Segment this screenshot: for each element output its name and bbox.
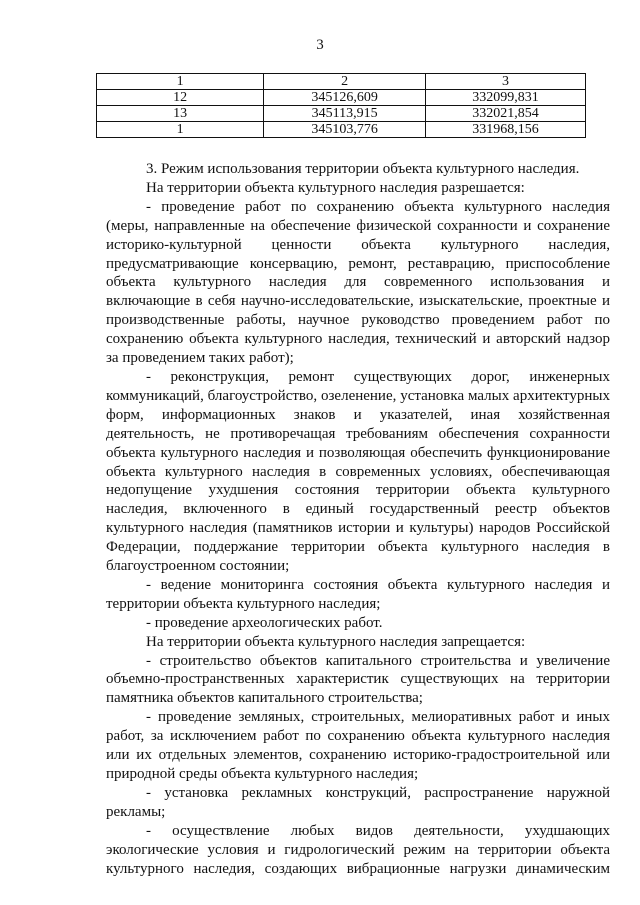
list-item-prohibited: - строительство объектов капитального строительства и увеличение объемно-пространственных характеристик существующих на территории памятника объектов капитального строительства; bbox=[106, 652, 610, 707]
table-cell-x: 345103,776 bbox=[264, 122, 426, 138]
table-cell-x: 345126,609 bbox=[264, 90, 426, 106]
section-heading: 3. Режим использования территории объекта культурного наследия. bbox=[146, 161, 580, 177]
list-item-allowed: - проведение археологических работ. bbox=[146, 614, 383, 631]
paragraph-allowed-intro: На территории объекта культурного наследия разрешается: bbox=[146, 179, 525, 196]
table-row bbox=[97, 106, 586, 122]
list-item-prohibited: - установка рекламных конструкций, распространение наружной рекламы; bbox=[106, 784, 610, 820]
table-cell-y: 332021,854 bbox=[426, 106, 586, 122]
body-text bbox=[106, 160, 610, 878]
list-item-allowed: - проведение работ по сохранению объекта культурного наследия (меры, направленные на обеспечение физической сохранности и сохранение историко-культурной ценности объекта культурного наследия, предусматривающие консервацию, ремонт, реставрацию, приспособление объекта культурного наследия для современного использования и включающие в себя научно-исследовательские, изыскательские, проектные и производственные работы, научное руководство проведением работ по сохранению объекта культурного наследия, технический и авторский надзор за проведением таких работ); bbox=[106, 198, 610, 367]
list-item-allowed: - реконструкция, ремонт существующих дорог, инженерных коммуникаций, благоустройство, озеленение, установка малых архитектурных форм, информационных знаков и указателей, иная хозяйственная деятельность, не противоречащая требованиям обеспечения сохранности объекта культурного наследия и позволяющая обеспечить функционирование объекта культурного наследия в современных условиях, обеспечивающая недопущение ухудшения состояния территории объекта культурного наследия, включенного в единый государственный реестр объектов культурного наследия (памятников истории и культуры) народов Российской Федерации, поддержание территории объекта культурного наследия в благоустроенном состоянии; bbox=[106, 368, 610, 575]
table-row bbox=[97, 122, 586, 138]
table-cell-y: 332099,831 bbox=[426, 90, 586, 106]
table-header-cell: 2 bbox=[264, 74, 426, 90]
table-header-row bbox=[97, 74, 586, 90]
table-row bbox=[97, 90, 586, 106]
table-cell-point: 1 bbox=[97, 122, 264, 138]
coordinates-table bbox=[96, 73, 586, 138]
list-item-prohibited: - осуществление любых видов деятельности, ухудшающих экологические условия и гидрологический режим на территории объекта культурного наследия, создающих вибрационные нагрузки динамическим bbox=[106, 822, 610, 877]
table-cell-y: 331968,156 bbox=[426, 122, 586, 138]
table-header-cell: 1 bbox=[97, 74, 264, 90]
table-cell-point: 12 bbox=[97, 90, 264, 106]
table-cell-point: 13 bbox=[97, 106, 264, 122]
page-number: 3 bbox=[316, 37, 324, 53]
list-item-allowed: - ведение мониторинга состояния объекта культурного наследия и территории объекта культурного наследия; bbox=[106, 576, 610, 612]
paragraph-prohibited-intro: На территории объекта культурного наследия запрещается: bbox=[146, 633, 526, 650]
table-header-cell: 3 bbox=[426, 74, 586, 90]
list-item-prohibited: - проведение земляных, строительных, мелиоративных работ и иных работ, за исключением работ по сохранению объекта культурного наследия или их отдельных элементов, сохранению историко-градостроительной или природной среды объекта культурного наследия; bbox=[106, 709, 610, 782]
table-cell-x: 345113,915 bbox=[264, 106, 426, 122]
